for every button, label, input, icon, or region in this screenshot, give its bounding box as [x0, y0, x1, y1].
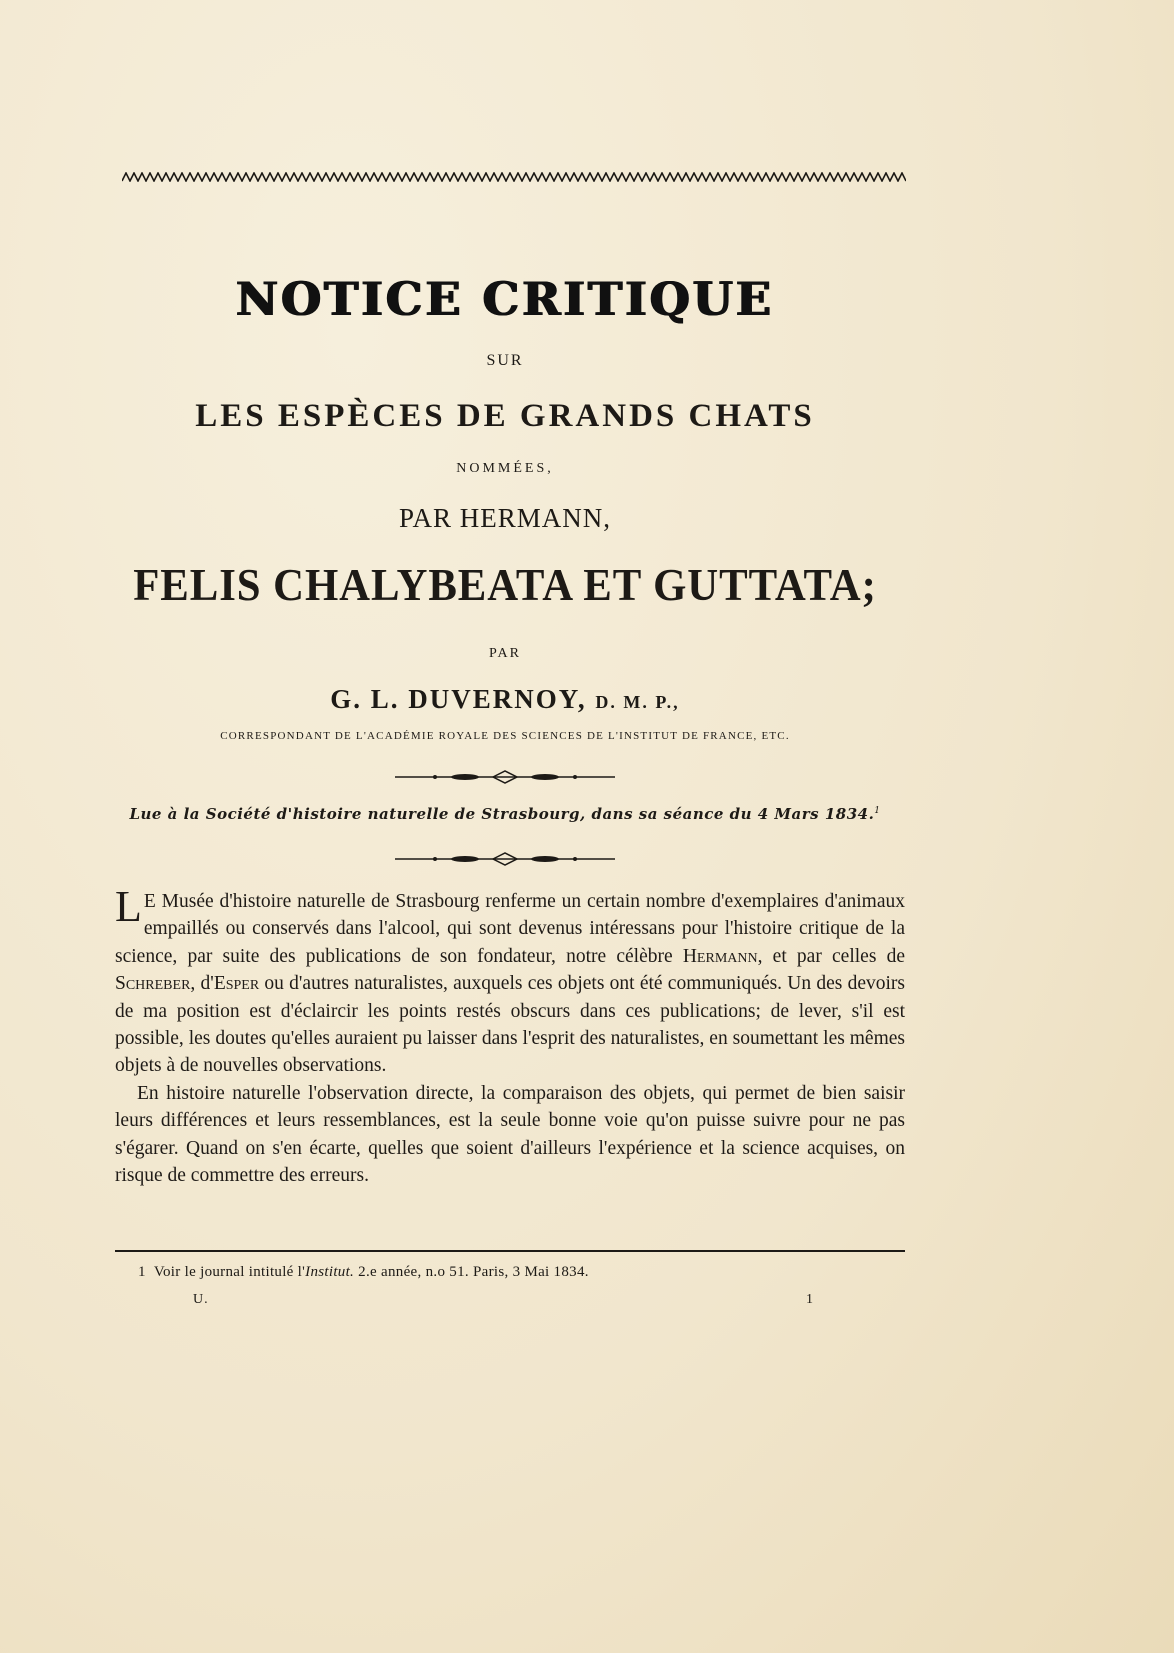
- author-degree: D. M. P.,: [595, 692, 680, 712]
- p1-text-mid2: , d': [190, 973, 214, 995]
- read-note-text: Lue à la Société d'histoire naturelle de Strasbourg, dans sa séance du 4 Mars 1834.: [129, 805, 875, 823]
- p1-text-start: E Musée d'histoire naturelle de Strasbourg renferme un certain nombre d'exemplaires d'animaux empaillés ou conservés dans l'alcool, qui sont devenus intéressans pour l'histoire critique de la science, par suite des publications de son fondateur, notre célèbre: [115, 891, 905, 967]
- drop-cap: L: [115, 882, 142, 931]
- author-line: [0, 684, 1010, 715]
- title-sur: SUR: [486, 352, 524, 369]
- read-note: [0, 805, 1010, 823]
- name-schreber: Schreber: [115, 973, 191, 995]
- divider-ornament-top: [395, 770, 615, 784]
- signature-mark: U.: [193, 1292, 209, 1307]
- paragraph-2: En histoire naturelle l'observation directe, la comparaison des objets, qui permet de bien saisir leurs différences et leurs ressemblances, est la seule bonne voie qu'on puisse suivre pour ne pas s'égarer. Quand on s'en écarte, quelles que soient d'ailleurs l'expérience et la science acquises, on risque de commettre des erreurs.: [115, 1082, 905, 1187]
- p1-text-end: ou d'autres naturalistes, auxquels ces objets ont été communiqués. Un des devoirs de ma position est d'éclaircir les points restés obscurs dans ces publications; de lever, s'il est possible, les doutes qu'elles auraient pu laisser dans l'esprit des naturalistes, en soumettant les mêmes objets à de nouvelles observations.: [115, 973, 906, 1077]
- page-number: 1: [806, 1292, 813, 1307]
- title-line-2: NOMMÉES,: [456, 461, 554, 476]
- paragraph-1: [115, 882, 906, 1080]
- footnote: [138, 1264, 898, 1281]
- main-title: NOTICE CRITIQUE: [236, 272, 774, 326]
- zigzag-border-ornament: [122, 172, 906, 182]
- name-hermann: Hermann: [682, 945, 758, 967]
- footnote-text-before: Voir le journal intitulé l': [153, 1264, 306, 1280]
- title-line-4: FELIS CHALYBEATA ET GUTTATA;: [133, 559, 877, 610]
- divider-ornament-bottom: [395, 852, 615, 866]
- footnote-rule: [115, 1250, 905, 1252]
- p1-text-mid1: , et par celles de: [757, 945, 906, 967]
- name-esper: Esper: [213, 973, 260, 995]
- read-note-mark: 1: [874, 806, 881, 816]
- by-label: PAR: [489, 646, 521, 661]
- footnote-text-after: 2.e année, n.o 51. Paris, 3 Mai 1834.: [354, 1264, 589, 1280]
- body-text: [115, 882, 906, 1189]
- title-line-1: LES ESPÈCES DE GRANDS CHATS: [195, 398, 815, 434]
- footnote-journal: Institut.: [305, 1264, 355, 1280]
- author-affiliation: CORRESPONDANT DE L'ACADÉMIE ROYALE DES SCIENCES DE L'INSTITUT DE FRANCE, ETC.: [220, 730, 790, 742]
- footnote-number: 1: [138, 1264, 146, 1280]
- title-line-3: PAR HERMANN,: [398, 503, 612, 533]
- author-name: G. L. DUVERNOY,: [330, 684, 587, 714]
